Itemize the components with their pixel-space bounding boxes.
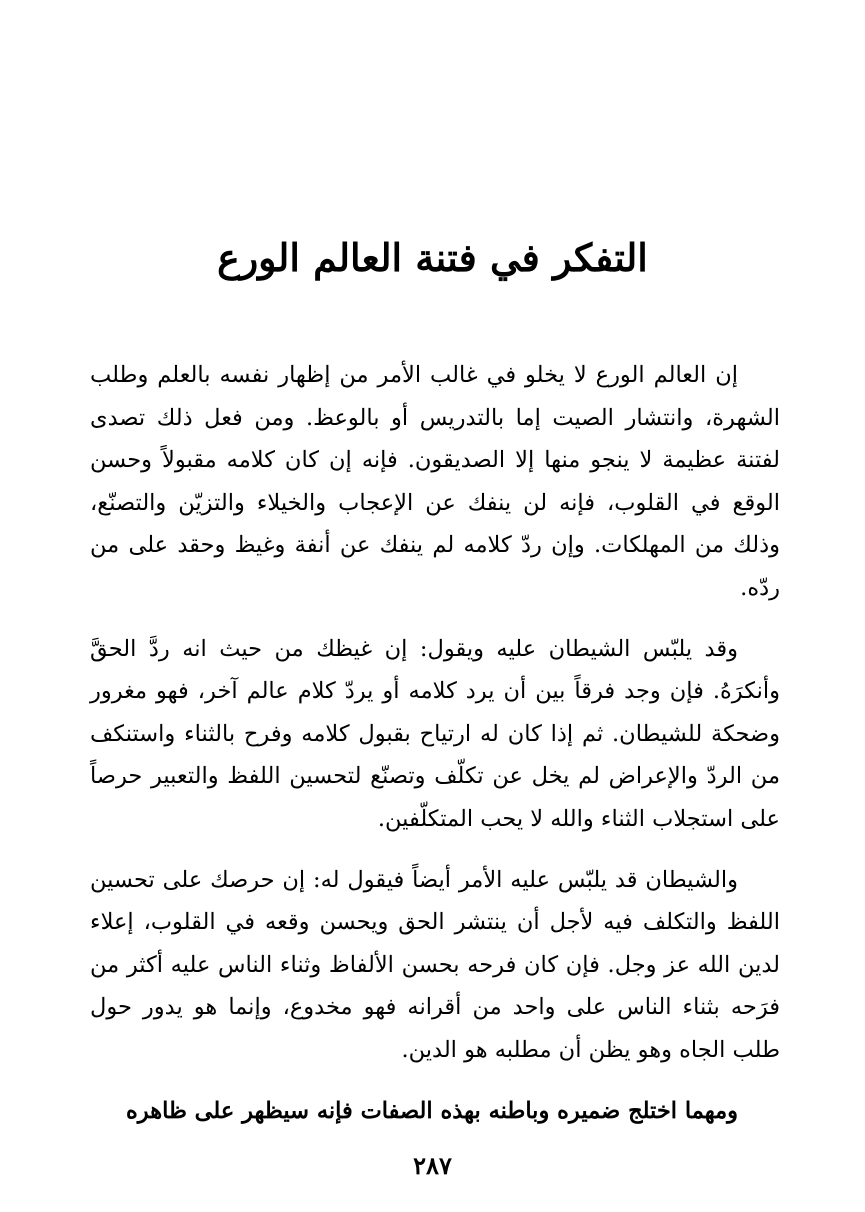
page-number: ٢٨٧: [413, 1151, 452, 1180]
paragraph-1: إن العالم الورع لا يخلو في غالب الأمر من إظهار نفسه بالعلم وطلب الشهرة، وانتشار الصيت إما بالتدريس أو بالوعظ. ومن فعل ذلك تصدى لفتنة عظيمة لا ينجو منها إلا الصديقون. فإنه إن كان كلامه مقبولاً وحسن الوقع في القلوب، فإنه لن ينفك عن الإعجاب والخيلاء والتزيّن والتصنّع، وذلك من المهلكات. وإن ردّ كلامه لم ينفك عن أنفة وغيظ وحقد على من ردّه.: [90, 362, 780, 601]
body-text: [90, 354, 780, 1150]
paragraph-3: والشيطان قد يلبّس عليه الأمر أيضاً فيقول له: إن حرصك على تحسين اللفظ والتكلف فيه لأجل أن ينتشر الحق ويحسن وقعه في القلوب، إعلاء لدين الله عز وجل. فإن كان فرحه بحسن الألفاظ وثناء الناس عليه أكثر من فرَحه بثناء الناس على واحد من أقرانه فهو مخدوع، وإنما هو يدور حول طلب الجاه وهو يظن أن مطلبه هو الدين.: [90, 866, 781, 1063]
paragraph-2: وقد يلبّس الشيطان عليه ويقول: إن غيظك من حيث انه ردَّ الحقَّ وأنكرَهُ. فإن وجد فرقاً بين أن يرد كلامه أو يردّ كلام عالم آخر، فهو مغرور وضحكة للشيطان. ثم إذا كان له ارتياح بقبول كلامه وفرح بالثناء واستنكف من الردّ والإعراض لم يخل عن تكلّف وتصنّع لتحسين اللفظ والتعبير حرصاً على استجلاب الثناء والله لا يحب المتكلّفين.: [90, 635, 780, 832]
paragraph-4-continues: ومهما اختلج ضميره وباطنه بهذه الصفات فإنه سيظهر على ظاهره: [126, 1097, 738, 1124]
chapter-title: التفكر في فتنة العالم الورع: [217, 235, 648, 280]
